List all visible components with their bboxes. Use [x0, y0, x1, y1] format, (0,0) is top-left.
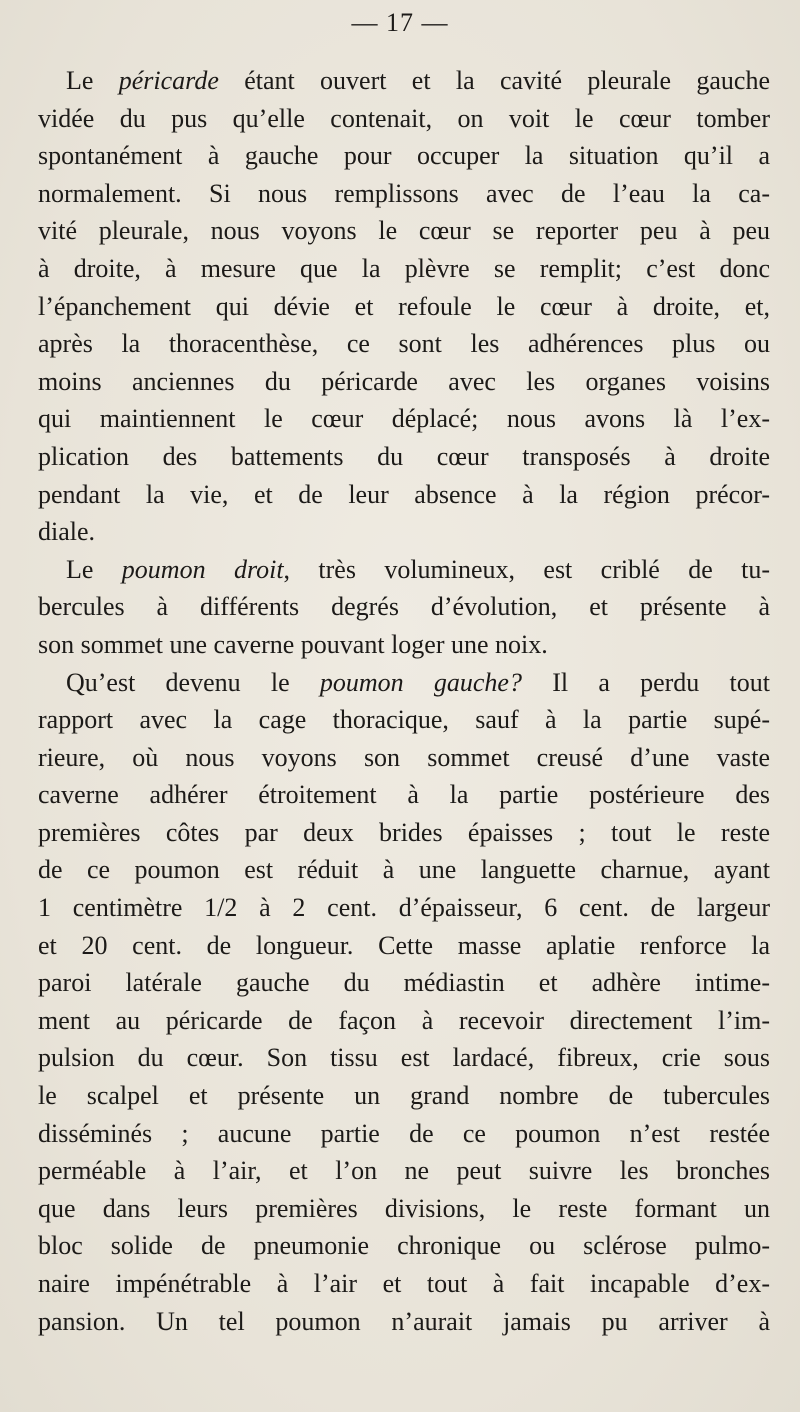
text-line	[38, 250, 770, 288]
text-run: l’épanchement qui dévie et refoule le cœur à droite, et,	[38, 291, 770, 321]
text-run: spontanément à gauche pour occuper la situation qu’il a	[38, 141, 770, 171]
text-run: vité pleurale, nous voyons le cœur se reporter peu à peu	[38, 216, 770, 246]
text-line	[38, 889, 770, 927]
italic-term: poumon gauche?	[319, 667, 522, 697]
page-number: — 17 —	[351, 8, 449, 37]
text-run: Le	[66, 66, 119, 95]
text-line	[38, 776, 770, 814]
text-line	[38, 851, 770, 889]
text-line	[38, 137, 770, 175]
text-line	[38, 476, 770, 514]
text-run: naire impénétrable à l’air et tout à fait incapable d’ex-	[38, 1269, 770, 1298]
text-line	[38, 62, 770, 100]
text-run: disséminés ; aucune partie de ce poumon n’est restée	[38, 1118, 770, 1148]
text-run: vidée du pus qu’elle contenait, on voit le cœur tomber	[38, 103, 770, 133]
text-line	[38, 701, 770, 739]
text-line	[38, 1152, 770, 1190]
text-line	[38, 100, 770, 138]
text-run: caverne adhérer étroitement à la partie postérieure des	[38, 780, 770, 810]
text-line	[38, 363, 770, 401]
text-run: bloc solide de pneumonie chronique ou sclérose pulmo-	[38, 1231, 770, 1261]
text-run: étant ouvert et la cavité pleurale gauche	[218, 66, 771, 95]
text-run: moins anciennes du péricarde avec les organes voisins	[38, 366, 770, 396]
text-line	[38, 400, 770, 438]
text-run: premières côtes par deux brides épaisses ; tout le reste	[38, 817, 770, 847]
text-line	[38, 1002, 770, 1040]
text-line	[38, 626, 770, 664]
text-run: Qu’est devenu le	[66, 667, 320, 697]
text-line	[38, 1039, 770, 1077]
text-line	[38, 964, 770, 1002]
text-run: pulsion du cœur. Son tissu est lardacé, fibreux, crie sous	[38, 1043, 770, 1073]
text-run: que dans leurs premières divisions, le reste formant un	[38, 1193, 770, 1223]
text-run: rieure, où nous voyons son sommet creusé d’une vaste	[38, 742, 770, 772]
text-run: pendant la vie, et de leur absence à la région précor-	[38, 479, 770, 509]
text-line	[38, 175, 770, 213]
text-line	[38, 1265, 770, 1303]
text-run: de ce poumon est réduit à une languette charnue, ayant	[38, 855, 770, 885]
text-run: après la thoracenthèse, ce sont les adhérences plus ou	[38, 329, 770, 359]
text-line	[38, 1077, 770, 1115]
text-run: Le	[66, 554, 122, 584]
text-run: le scalpel et présente un grand nombre de tubercules	[38, 1081, 770, 1111]
italic-term: péricarde	[118, 66, 219, 95]
italic-term: poumon droit	[121, 554, 284, 584]
text-line	[38, 1303, 770, 1341]
text-line	[38, 1115, 770, 1153]
text-line	[38, 927, 770, 965]
body-text	[38, 62, 770, 1340]
text-run: bercules à différents degrés d’évolution, et présente à	[38, 592, 770, 622]
text-line	[38, 551, 770, 589]
text-line	[38, 1190, 770, 1228]
text-run: paroi latérale gauche du médiastin et adhère intime-	[38, 968, 770, 998]
text-line	[38, 438, 770, 476]
text-line	[38, 212, 770, 250]
text-line	[38, 513, 770, 551]
text-run: qui maintiennent le cœur déplacé; nous avons là l’ex-	[38, 404, 770, 434]
text-line	[38, 739, 770, 777]
text-run: plication des battements du cœur transposés à droite	[38, 441, 770, 471]
text-line	[38, 588, 770, 626]
text-run: ment au péricarde de façon à recevoir directement l’im-	[38, 1005, 770, 1035]
text-line	[38, 814, 770, 852]
text-run: son sommet une caverne pouvant loger une noix.	[38, 629, 548, 659]
text-run: normalement. Si nous remplissons avec de l’eau la ca-	[38, 178, 770, 208]
text-run: rapport avec la cage thoracique, sauf à la partie supé-	[38, 705, 770, 735]
text-run: 1 centimètre 1/2 à 2 cent. d’épaisseur, 6 cent. de largeur	[38, 893, 770, 923]
text-run: à droite, à mesure que la plèvre se remplit; c’est donc	[38, 253, 770, 283]
text-line	[38, 325, 770, 363]
text-line	[38, 288, 770, 326]
text-run: perméable à l’air, et l’on ne peut suivre les bronches	[38, 1156, 770, 1186]
text-run: Il a perdu tout	[521, 667, 770, 697]
text-run: et 20 cent. de longueur. Cette masse aplatie renforce la	[38, 930, 770, 960]
text-run: pansion. Un tel poumon n’aurait jamais pu arriver à	[38, 1306, 770, 1336]
text-run: , très volumineux, est criblé de tu-	[283, 554, 770, 584]
text-line	[38, 664, 770, 702]
text-run: diale.	[38, 517, 96, 547]
text-line	[38, 1227, 770, 1265]
